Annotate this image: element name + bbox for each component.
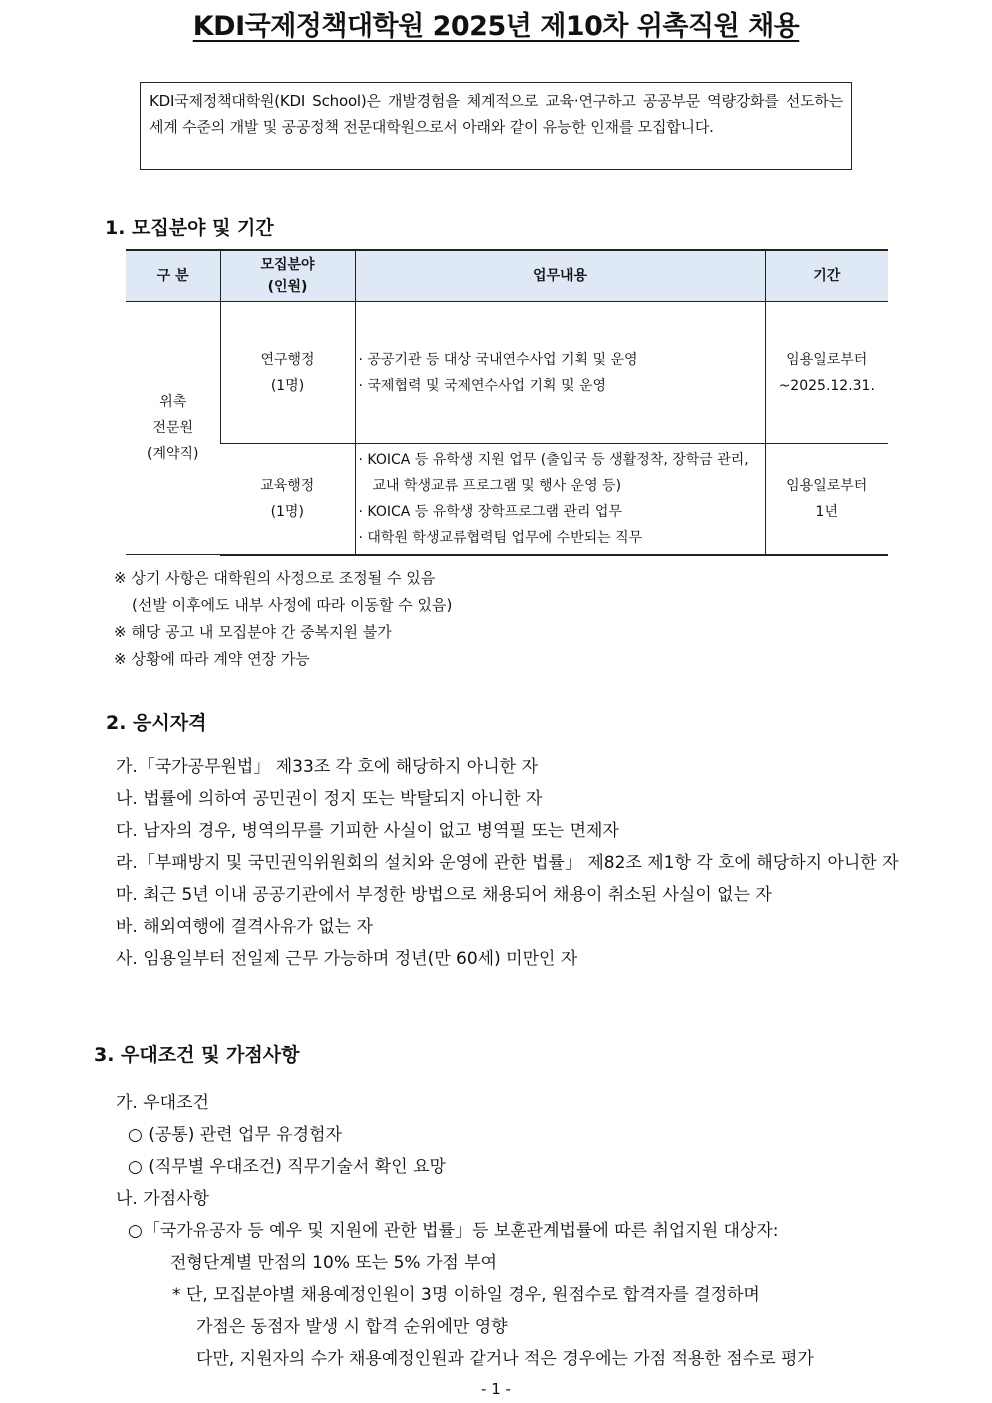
category-line3: (계약직) <box>147 446 199 462</box>
period-cell <box>765 302 888 444</box>
bonus-item-line2: 전형단계별 만점의 10% 또는 5% 가점 부여 <box>170 1253 498 1273</box>
duty-item: · KOICA 등 유학생 지원 업무 (출입국 등 생활정착, 장학금 관리, 교내 학생교류 프로그램 및 행사 운영 등) <box>358 451 749 494</box>
qualification-item: 라.「부패방지 및 국민권익위원회의 설치와 운영에 관한 법률」 제82조 제1항 각 호에 해당하지 아니한 자 <box>116 853 899 873</box>
field-cell <box>220 444 355 555</box>
qualification-item: 바. 해외여행에 결격사유가 없는 자 <box>116 917 373 937</box>
bonus-footnote <box>116 1279 901 1375</box>
bonus-item <box>116 1215 901 1279</box>
table-row <box>126 444 888 555</box>
bonus-footnote-line1: * 단, 모집분야별 채용예정인원이 3명 이하일 경우, 원점수로 합격자를 결정하며 <box>172 1285 760 1305</box>
header-field <box>220 250 355 302</box>
section-3-title: 3. 우대조건 및 가점사항 <box>94 1044 300 1066</box>
page-title: KDI국제정책대학원 2025년 제10차 위촉직원 채용 <box>192 11 800 42</box>
section-2-title: 2. 응시자격 <box>106 712 207 734</box>
note-item: ※ 상기 사항은 대학원의 사정으로 조정될 수 있음 <box>114 569 436 587</box>
header-field-line1: 모집분야 <box>260 257 315 273</box>
period-line2: ~2025.12.31. <box>778 377 875 394</box>
qualification-item: 가.「국가공무원법」 제33조 각 호에 해당하지 아니한 자 <box>116 757 538 777</box>
period-line1: 임용일로부터 <box>786 477 868 494</box>
section-1-title: 1. 모집분야 및 기간 <box>105 217 274 239</box>
bonus-label: 나. 가점사항 <box>116 1189 209 1209</box>
preference-item: ○ (공통) 관련 업무 유경험자 <box>128 1125 342 1145</box>
recruitment-table <box>126 249 888 556</box>
bonus-footnote-line2: 가점은 동점자 발생 시 합격 순위에만 영향 <box>196 1317 508 1337</box>
preferences-list <box>116 1087 901 1375</box>
field-line1: 교육행정 <box>260 477 315 494</box>
qualification-item: 사. 임용일부터 전일제 근무 가능하며 정년(만 60세) 미만인 자 <box>116 949 578 969</box>
duty-item: · KOICA 등 유학생 장학프로그램 관리 업무 <box>358 503 622 520</box>
qualifications-list <box>116 751 901 975</box>
qualification-item: 마. 최근 5년 이내 공공기관에서 부정한 방법으로 채용되어 채용이 취소된 사실이 없는 자 <box>116 885 772 905</box>
page-number: - 1 - <box>481 1380 511 1398</box>
preferences-label: 가. 우대조건 <box>116 1093 209 1113</box>
category-cell <box>126 302 220 555</box>
field-line2: (1명) <box>270 377 305 394</box>
header-period: 기간 <box>765 250 888 302</box>
duty-item: · 대학원 학생교류협력팀 업무에 수반되는 직무 <box>358 529 643 546</box>
field-cell <box>220 302 355 444</box>
duties-cell <box>355 444 765 555</box>
field-line2: (1명) <box>270 503 304 520</box>
category-line1: 위촉 <box>159 394 187 410</box>
note-item: (선발 이후에도 내부 사정에 따라 이동할 수 있음) <box>132 596 453 614</box>
bonus-item-line1: ○「국가유공자 등 예우 및 지원에 관한 법률」등 보훈관계법률에 따른 취업지원 대상자: <box>128 1221 779 1241</box>
duties-cell <box>355 302 765 444</box>
period-line1: 임용일로부터 <box>786 351 868 368</box>
qualification-item: 나. 법률에 의하여 공민권이 정지 또는 박탈되지 아니한 자 <box>116 789 543 809</box>
header-field-line2: (인원) <box>267 279 308 295</box>
duty-item: · 국제협력 및 국제연수사업 기획 및 운영 <box>358 377 607 394</box>
preference-item: ○ (직무별 우대조건) 직무기술서 확인 요망 <box>128 1157 446 1177</box>
note-item: ※ 해당 공고 내 모집분야 간 중복지원 불가 <box>114 623 392 641</box>
table-notes <box>114 565 452 673</box>
duty-item: · 공공기관 등 대상 국내연수사업 기획 및 운영 <box>358 351 638 368</box>
period-cell <box>765 444 888 555</box>
table-row <box>126 302 888 444</box>
category-line2: 전문원 <box>152 420 194 436</box>
header-duties: 업무내용 <box>355 250 765 302</box>
field-line1: 연구행정 <box>260 351 315 368</box>
period-line2: 1년 <box>815 503 838 520</box>
bonus-footnote-line3: 다만, 지원자의 수가 채용예정인원과 같거나 적은 경우에는 가점 적용한 점수로 평가 <box>196 1349 814 1369</box>
table-header-row <box>126 250 888 302</box>
header-category: 구 분 <box>126 250 220 302</box>
intro-box: KDI국제정책대학원(KDI School)은 개발경험을 체계적으로 교육·연구하고 공공부문 역량강화를 선도하는 세계 수준의 개발 및 공공정책 전문대학원으로서 아래와 같이 유능한 인재를 모집합니다. <box>140 82 852 170</box>
note-item: ※ 상황에 따라 계약 연장 가능 <box>114 650 310 668</box>
qualification-item: 다. 남자의 경우, 병역의무를 기피한 사실이 없고 병역필 또는 면제자 <box>116 821 619 841</box>
